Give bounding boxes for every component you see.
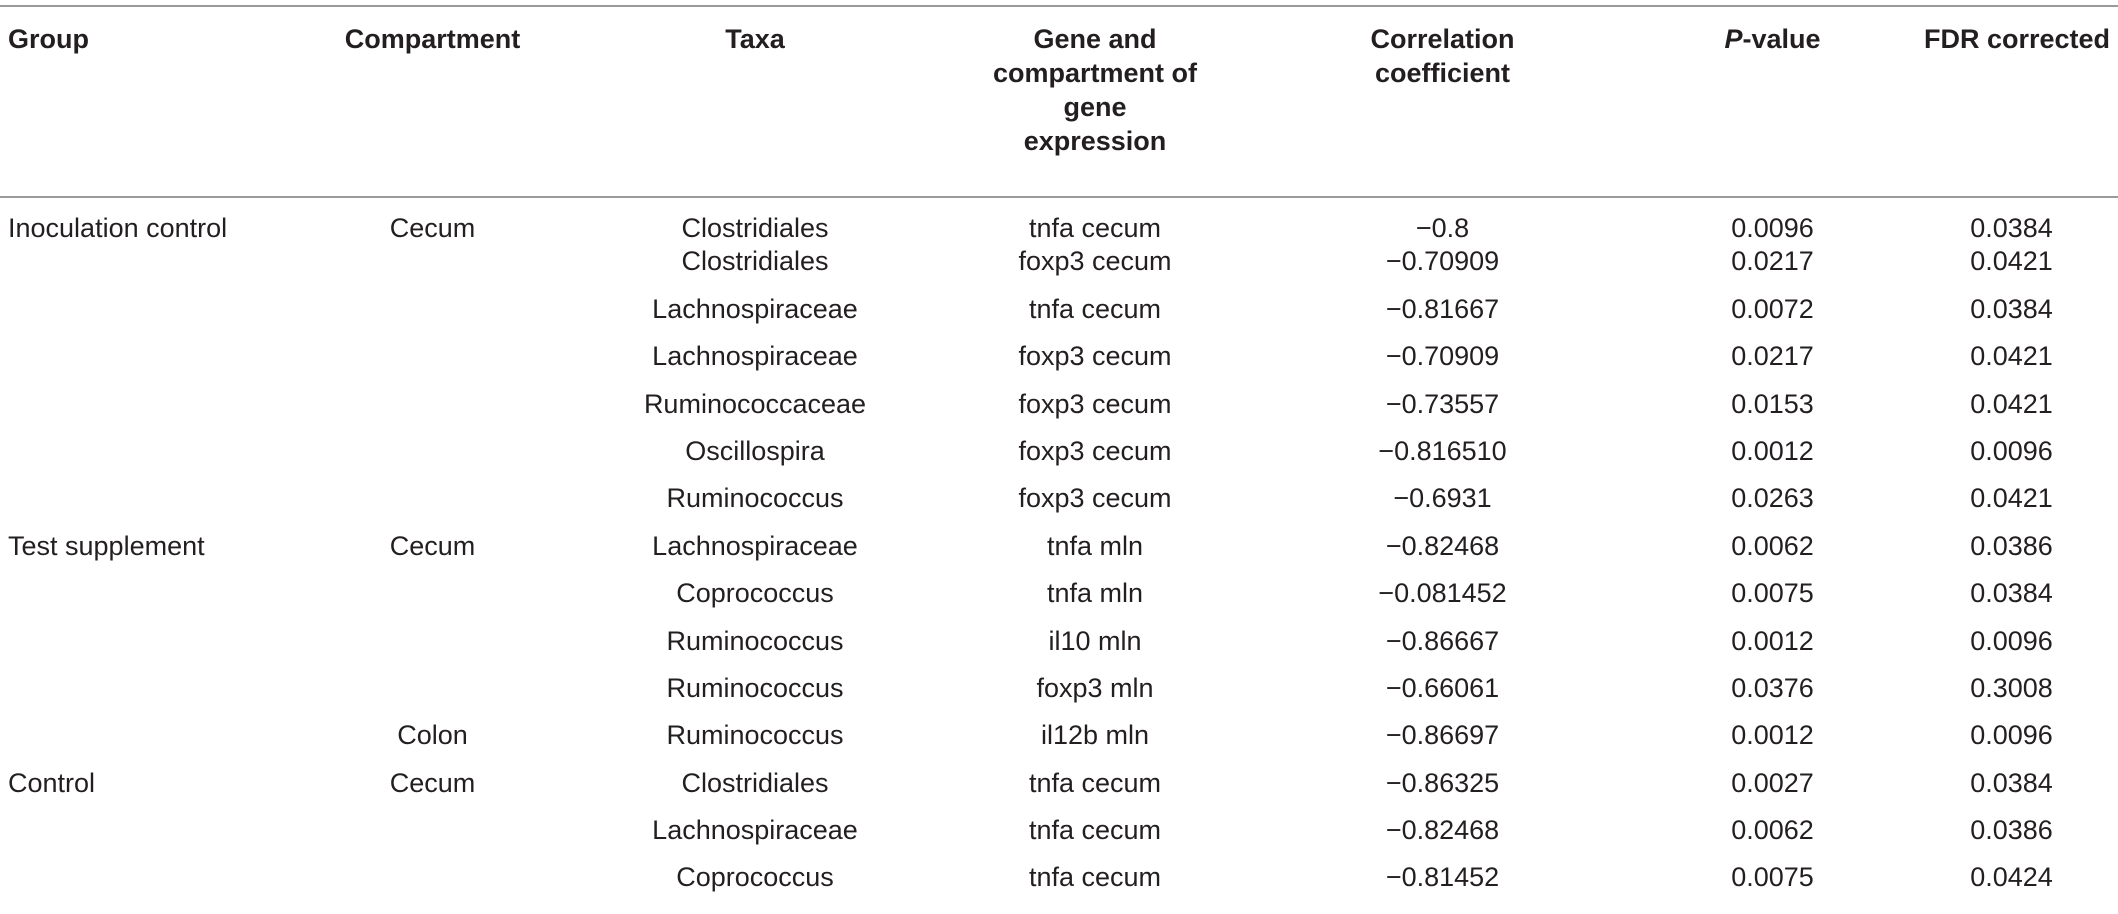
cell-correlation: −0.6931 bbox=[1393, 483, 1492, 514]
cell-correlation: −0.86697 bbox=[1385, 720, 1500, 751]
cell-compartment: Cecum bbox=[389, 213, 476, 243]
cell-pvalue: 0.0153 bbox=[1731, 388, 1814, 419]
cell-taxa: Clostridiales bbox=[681, 213, 829, 243]
cell-taxa: Ruminococcus bbox=[666, 483, 844, 514]
cell-group bbox=[0, 340, 300, 387]
header-pvalue-rest: -value bbox=[1742, 24, 1821, 54]
cell-group bbox=[0, 672, 300, 719]
cell-group bbox=[0, 293, 300, 340]
cell-taxa: Clostridiales bbox=[681, 767, 829, 798]
table-row bbox=[0, 577, 2118, 624]
cell-pvalue: 0.0217 bbox=[1731, 246, 1814, 277]
cell-gene: foxp3 mln bbox=[1036, 672, 1154, 703]
cell-compartment bbox=[300, 672, 565, 719]
cell-correlation: −0.86667 bbox=[1385, 625, 1500, 656]
cell-compartment bbox=[300, 388, 565, 435]
cell-fdr: 0.0421 bbox=[1970, 341, 2053, 372]
cell-compartment bbox=[300, 625, 565, 672]
header-group: Group bbox=[8, 24, 89, 54]
cell-gene: tnfa mln bbox=[1046, 578, 1144, 609]
header-correlation bbox=[1245, 0, 1640, 198]
table-row bbox=[0, 198, 2118, 245]
cell-correlation: −0.81667 bbox=[1385, 293, 1500, 324]
cell-pvalue: 0.0075 bbox=[1731, 578, 1814, 609]
table-row bbox=[0, 861, 2118, 908]
header-correlation-line-1: Correlation bbox=[1370, 24, 1515, 54]
table-row bbox=[0, 814, 2118, 861]
cell-taxa: Lachnospiraceae bbox=[652, 815, 858, 846]
table-row bbox=[0, 435, 2118, 482]
cell-gene: tnfa cecum bbox=[1028, 767, 1162, 798]
cell-gene: tnfa cecum bbox=[1028, 293, 1162, 324]
table-row bbox=[0, 530, 2118, 577]
cell-gene: tnfa mln bbox=[1046, 530, 1144, 561]
cell-pvalue: 0.0062 bbox=[1731, 815, 1814, 846]
cell-group: Control bbox=[8, 767, 96, 798]
cell-pvalue: 0.0062 bbox=[1731, 530, 1814, 561]
cell-gene: tnfa cecum bbox=[1028, 213, 1162, 243]
cell-group bbox=[0, 388, 300, 435]
cell-gene: foxp3 cecum bbox=[1018, 246, 1172, 277]
cell-taxa: Oscillospira bbox=[685, 435, 825, 466]
cell-group bbox=[0, 625, 300, 672]
table-row bbox=[0, 767, 2118, 814]
header-gene bbox=[945, 0, 1245, 198]
cell-compartment bbox=[300, 482, 565, 529]
cell-compartment bbox=[300, 814, 565, 861]
cell-gene: il12b mln bbox=[1040, 720, 1150, 751]
cell-gene: tnfa cecum bbox=[1028, 815, 1162, 846]
cell-fdr: 0.0421 bbox=[1970, 246, 2053, 277]
table-body bbox=[0, 198, 2118, 909]
cell-correlation: −0.8 bbox=[1415, 213, 1470, 243]
cell-correlation: −0.82468 bbox=[1385, 530, 1500, 561]
table-row bbox=[0, 388, 2118, 435]
cell-taxa: Ruminococcus bbox=[666, 672, 844, 703]
table-row bbox=[0, 245, 2118, 292]
cell-gene: foxp3 cecum bbox=[1018, 388, 1172, 419]
cell-group: Test supplement bbox=[8, 530, 205, 561]
cell-compartment bbox=[300, 293, 565, 340]
header-gene-line-3: gene bbox=[1063, 92, 1127, 122]
cell-fdr: 0.0384 bbox=[1970, 767, 2053, 798]
table-row bbox=[0, 719, 2118, 766]
header-correlation-line-2: coefficient bbox=[1374, 58, 1511, 88]
cell-correlation: −0.081452 bbox=[1378, 578, 1507, 609]
cell-compartment bbox=[300, 577, 565, 624]
cell-fdr: 0.3008 bbox=[1970, 672, 2053, 703]
cell-correlation: −0.70909 bbox=[1385, 246, 1500, 277]
header-compartment: Compartment bbox=[344, 24, 521, 54]
cell-correlation: −0.81452 bbox=[1385, 862, 1500, 893]
table-row bbox=[0, 482, 2118, 529]
cell-gene: foxp3 cecum bbox=[1018, 483, 1172, 514]
cell-compartment: Cecum bbox=[389, 530, 476, 561]
cell-taxa: Lachnospiraceae bbox=[652, 341, 858, 372]
cell-taxa: Ruminococcus bbox=[666, 625, 844, 656]
cell-fdr: 0.0384 bbox=[1970, 293, 2053, 324]
cell-group bbox=[0, 435, 300, 482]
cell-fdr: 0.0386 bbox=[1970, 815, 2053, 846]
cell-taxa: Lachnospiraceae bbox=[652, 293, 858, 324]
cell-pvalue: 0.0263 bbox=[1731, 483, 1814, 514]
cell-fdr: 0.0421 bbox=[1970, 483, 2053, 514]
cell-compartment: Cecum bbox=[389, 767, 476, 798]
cell-gene: foxp3 cecum bbox=[1018, 341, 1172, 372]
cell-taxa: Lachnospiraceae bbox=[652, 530, 858, 561]
cell-taxa: Clostridiales bbox=[681, 246, 829, 277]
cell-group bbox=[0, 577, 300, 624]
cell-pvalue: 0.0075 bbox=[1731, 862, 1814, 893]
cell-compartment bbox=[300, 340, 565, 387]
header-gene-line-2: compartment of bbox=[992, 58, 1198, 88]
cell-gene: tnfa cecum bbox=[1028, 862, 1162, 893]
cell-compartment bbox=[300, 861, 565, 908]
cell-correlation: −0.86325 bbox=[1385, 767, 1500, 798]
cell-fdr: 0.0421 bbox=[1970, 388, 2053, 419]
cell-group: Inoculation control bbox=[8, 213, 228, 243]
header-gene-line-4: expression bbox=[1023, 126, 1167, 156]
cell-pvalue: 0.0012 bbox=[1731, 625, 1814, 656]
cell-taxa: Coprococcus bbox=[676, 578, 834, 609]
header-gene-line-1: Gene and bbox=[1033, 24, 1157, 54]
cell-taxa: Ruminococcus bbox=[666, 720, 844, 751]
cell-fdr: 0.0384 bbox=[1970, 213, 2053, 243]
cell-fdr: 0.0096 bbox=[1970, 435, 2053, 466]
header-pvalue-italic: P bbox=[1724, 24, 1743, 54]
cell-pvalue: 0.0027 bbox=[1731, 767, 1814, 798]
table-header-row bbox=[0, 0, 2118, 198]
cell-compartment bbox=[300, 245, 565, 292]
cell-correlation: −0.82468 bbox=[1385, 815, 1500, 846]
cell-fdr: 0.0384 bbox=[1970, 578, 2053, 609]
cell-pvalue: 0.0012 bbox=[1731, 720, 1814, 751]
cell-gene: foxp3 cecum bbox=[1018, 435, 1172, 466]
cell-correlation: −0.73557 bbox=[1385, 388, 1500, 419]
cell-fdr: 0.0386 bbox=[1970, 530, 2053, 561]
cell-pvalue: 0.0072 bbox=[1731, 293, 1814, 324]
cell-compartment bbox=[300, 435, 565, 482]
cell-group bbox=[0, 861, 300, 908]
cell-pvalue: 0.0012 bbox=[1731, 435, 1814, 466]
table-row bbox=[0, 625, 2118, 672]
header-fdr: FDR corrected bbox=[1923, 24, 2110, 54]
cell-group bbox=[0, 482, 300, 529]
cell-pvalue: 0.0096 bbox=[1731, 213, 1814, 243]
cell-gene: il10 mln bbox=[1048, 625, 1142, 656]
cell-group bbox=[0, 719, 300, 766]
cell-compartment: Colon bbox=[397, 720, 468, 751]
cell-fdr: 0.0096 bbox=[1970, 720, 2053, 751]
table-row bbox=[0, 340, 2118, 387]
cell-fdr: 0.0096 bbox=[1970, 625, 2053, 656]
cell-taxa: Ruminococcaceae bbox=[643, 388, 867, 419]
table-row bbox=[0, 293, 2118, 340]
header-pvalue bbox=[1640, 0, 1905, 198]
cell-group bbox=[0, 245, 300, 292]
cell-group bbox=[0, 814, 300, 861]
cell-pvalue: 0.0376 bbox=[1731, 672, 1814, 703]
cell-pvalue: 0.0217 bbox=[1731, 341, 1814, 372]
cell-correlation: −0.66061 bbox=[1385, 672, 1500, 703]
header-taxa: Taxa bbox=[725, 24, 785, 54]
cell-fdr: 0.0424 bbox=[1970, 862, 2053, 893]
table-row bbox=[0, 672, 2118, 719]
cell-correlation: −0.816510 bbox=[1378, 435, 1507, 466]
cell-taxa: Coprococcus bbox=[676, 862, 834, 893]
cell-correlation: −0.70909 bbox=[1385, 341, 1500, 372]
